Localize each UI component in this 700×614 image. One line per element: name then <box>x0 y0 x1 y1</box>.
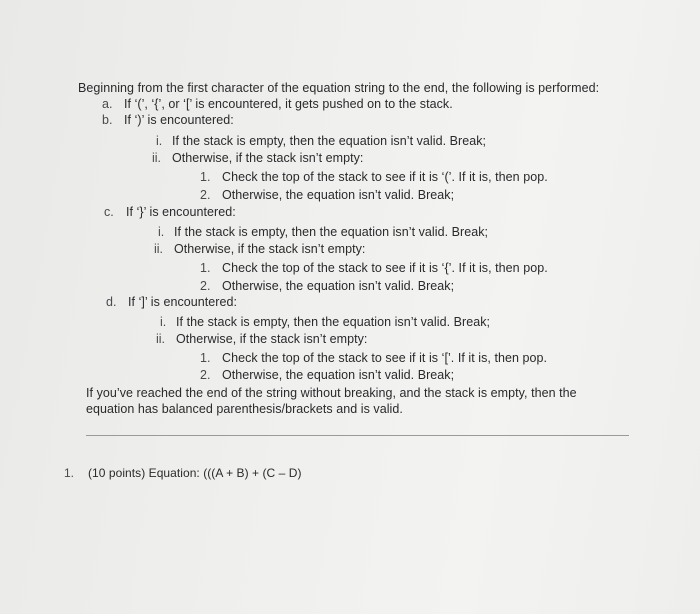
intro-text: Beginning from the first character of the equation string to the end, the following is performed: <box>78 81 600 95</box>
step-c-i-marker: i. <box>158 225 165 239</box>
question-equation: (((A + B) + (C – D) <box>203 466 302 480</box>
step-b-ii-2-text: Otherwise, the equation isn’t valid. Break; <box>222 188 455 202</box>
step-d-marker: d. <box>106 295 117 309</box>
step-c-ii-2-marker: 2. <box>200 279 211 293</box>
step-d-ii-1-marker: 1. <box>200 351 211 365</box>
conclusion-line-1: If you’ve reached the end of the string without breaking, and the stack is empty, then the <box>86 386 577 400</box>
question-number: 1. <box>64 466 75 480</box>
step-d-ii-marker: ii. <box>156 332 166 346</box>
step-b-ii-1-marker: 1. <box>200 170 211 184</box>
step-c-ii-2-text: Otherwise, the equation isn’t valid. Break; <box>222 279 455 293</box>
step-d-ii-2-text: Otherwise, the equation isn’t valid. Break; <box>222 368 455 382</box>
step-b-ii-1-text: Check the top of the stack to see if it is ‘(’. If it is, then pop. <box>222 170 548 184</box>
divider-line <box>86 435 629 436</box>
step-b-i-marker: i. <box>156 134 163 148</box>
step-d-text: If ‘]’ is encountered: <box>128 295 238 309</box>
step-a-text: If ‘(’, ‘{’, or ‘[’ is encountered, it gets pushed on to the stack. <box>124 97 453 111</box>
step-c-ii-marker: ii. <box>154 242 164 256</box>
step-d-ii-text: Otherwise, if the stack isn’t empty: <box>176 332 368 346</box>
question-points: (10 points) <box>88 466 146 480</box>
step-d-i-marker: i. <box>160 315 167 329</box>
step-c-marker: c. <box>104 205 114 219</box>
step-c-ii-1-marker: 1. <box>200 261 211 275</box>
question-label: Equation: <box>148 466 200 480</box>
conclusion-line-2: equation has balanced parenthesis/brackets and is valid. <box>86 402 403 416</box>
step-c-ii-1-text: Check the top of the stack to see if it is ‘{’. If it is, then pop. <box>222 261 548 275</box>
step-a-marker: a. <box>102 97 113 111</box>
step-c-ii-text: Otherwise, if the stack isn’t empty: <box>174 242 366 256</box>
step-b-text: If ‘)’ is encountered: <box>124 113 234 127</box>
step-b-ii-marker: ii. <box>152 151 162 165</box>
question-line <box>88 465 302 481</box>
step-b-ii-text: Otherwise, if the stack isn’t empty: <box>172 151 364 165</box>
step-c-i-text: If the stack is empty, then the equation isn’t valid. Break; <box>174 225 489 239</box>
step-d-ii-2-marker: 2. <box>200 368 211 382</box>
step-b-ii-2-marker: 2. <box>200 188 211 202</box>
step-d-ii-1-text: Check the top of the stack to see if it is ‘[’. If it is, then pop. <box>222 351 548 365</box>
step-c-text: If ‘}’ is encountered: <box>126 205 236 219</box>
step-b-i-text: If the stack is empty, then the equation isn’t valid. Break; <box>172 134 487 148</box>
step-d-i-text: If the stack is empty, then the equation isn’t valid. Break; <box>176 315 491 329</box>
step-b-marker: b. <box>102 113 113 127</box>
